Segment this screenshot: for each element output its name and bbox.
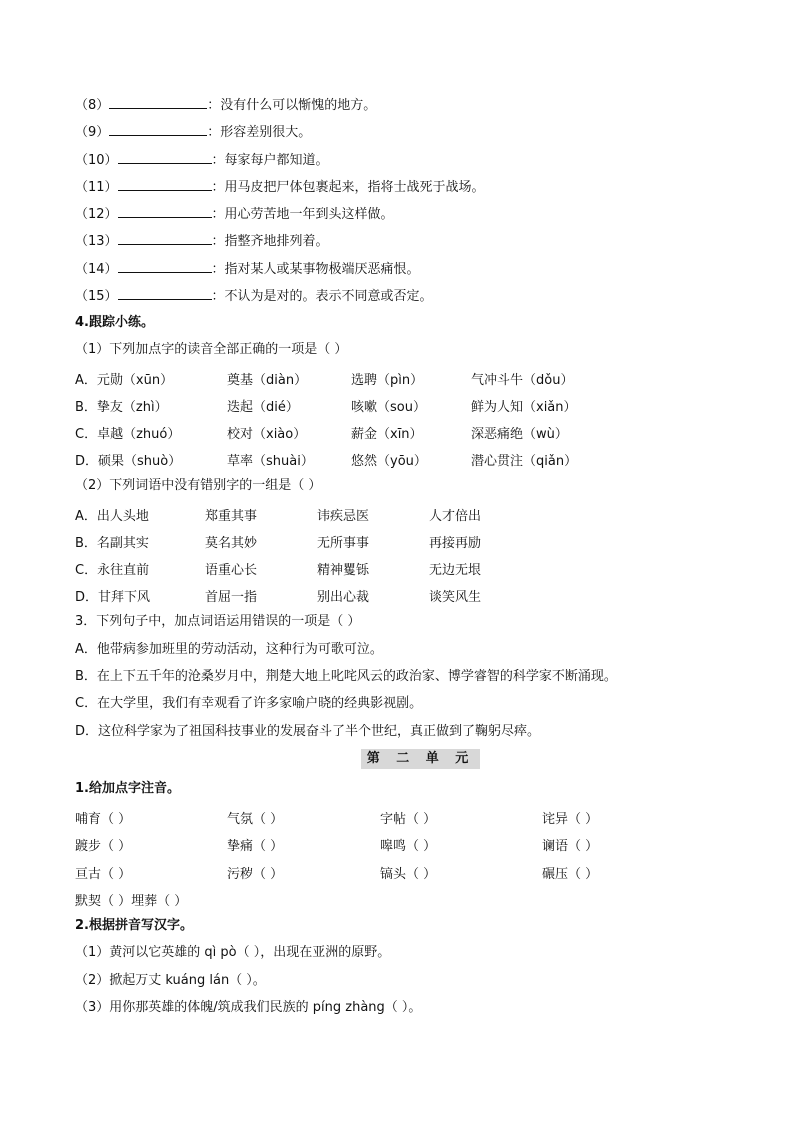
phonetic-item[interactable]: 默契（ ）埋葬（ ）	[75, 894, 188, 909]
answer-blank[interactable]	[118, 151, 212, 164]
pinyin-item[interactable]: （3）用你那英雄的体魄/筑成我们民族的 píng zhàng（ ）。	[75, 1000, 422, 1015]
option-cell: 别出心裁	[317, 590, 370, 605]
option-cell: A．出人头地	[75, 509, 149, 524]
pinyin-item[interactable]: （2）掀起万丈 kuáng lán（ ）。	[75, 973, 266, 988]
phonetic-item[interactable]: 气氛（ ）	[227, 812, 284, 827]
option-cell: 首屈一指	[205, 590, 258, 605]
answer-blank[interactable]	[109, 123, 207, 136]
option-cell: A．元勋（xūn）	[75, 373, 174, 388]
answer-blank[interactable]	[118, 260, 212, 273]
answer-blank[interactable]	[109, 96, 207, 109]
question-stem: （1）下列加点字的读音全部正确的一项是（ ）	[75, 342, 348, 357]
option-line: B．在上下五千年的沧桑岁月中，荆楚大地上叱咤风云的政治家、博学睿智的科学家不断涌现。	[75, 669, 617, 684]
option-cell: B．挚友（zhì）	[75, 400, 168, 415]
option-cell: D．甘拜下风	[75, 590, 151, 605]
option-cell: C．卓越（zhuó）	[75, 427, 181, 442]
answer-blank[interactable]	[118, 178, 212, 191]
option-cell: 语重心长	[205, 563, 258, 578]
definition-item: （14） ：指对某人或某事物极端厌恶痛恨。	[75, 262, 420, 277]
option-cell: D．硕果（shuò）	[75, 454, 182, 469]
option-line: D．这位科学家为了祖国科技事业的发展奋斗了半个世纪，真正做到了鞠躬尽瘁。	[75, 724, 541, 739]
option-cell: 无所事事	[317, 536, 370, 551]
phonetic-item[interactable]: 挚痛（ ）	[227, 839, 284, 854]
option-cell: 鲜为人知（xiǎn）	[471, 400, 577, 415]
section-title: 2.根据拼音写汉字。	[75, 918, 193, 933]
option-cell: 潜心贯注（qiǎn）	[471, 454, 578, 469]
definition-item: （8） ：没有什么可以惭愧的地方。	[75, 98, 377, 113]
option-cell: 再接再励	[429, 536, 482, 551]
option-line: C．在大学里，我们有幸观看了许多家喻户晓的经典影视剧。	[75, 696, 423, 711]
answer-blank[interactable]	[118, 205, 212, 218]
phonetic-item[interactable]: 哺育（ ）	[75, 812, 132, 827]
definition-item: （9） ：形容差别很大。	[75, 125, 312, 140]
definition-item: （11） ：用马皮把尸体包裹起来，指将士战死于战场。	[75, 180, 485, 195]
definition-item: （12） ：用心劳苦地一年到头这样做。	[75, 207, 394, 222]
phonetic-item[interactable]: 谰语（ ）	[542, 839, 599, 854]
option-cell: 悠然（yōu）	[351, 454, 427, 469]
option-cell: 人才倍出	[429, 509, 482, 524]
question-stem: 3．下列句子中，加点词语运用错误的一项是（ ）	[75, 614, 361, 629]
question-stem: （2）下列词语中没有错别字的一组是（ ）	[75, 478, 322, 493]
option-cell: 莫名其妙	[205, 536, 258, 551]
phonetic-item[interactable]: 亘古（ ）	[75, 867, 132, 882]
phonetic-item[interactable]: 踱步（ ）	[75, 839, 132, 854]
pinyin-item[interactable]: （1）黄河以它英雄的 qì pò（ ），出现在亚洲的原野。	[75, 945, 391, 960]
option-cell: 精神矍铄	[317, 563, 370, 578]
phonetic-item[interactable]: 镐头（ ）	[380, 867, 437, 882]
answer-blank[interactable]	[118, 287, 212, 300]
phonetic-item[interactable]: 字帖（ ）	[380, 812, 437, 827]
option-cell: 薪金（xīn）	[351, 427, 423, 442]
option-cell: 奠基（diàn）	[227, 373, 308, 388]
option-cell: 讳疾忌医	[317, 509, 370, 524]
phonetic-item[interactable]: 诧异（ ）	[542, 812, 599, 827]
section-title: 4.跟踪小练。	[75, 315, 154, 330]
option-cell: 迭起（dié）	[227, 400, 299, 415]
option-cell: 谈笑风生	[429, 590, 482, 605]
phonetic-item[interactable]: 碾压（ ）	[542, 867, 599, 882]
option-line: A．他带病参加班里的劳动活动，这种行为可歌可泣。	[75, 642, 383, 657]
section-title: 1.给加点字注音。	[75, 781, 180, 796]
answer-blank[interactable]	[118, 232, 212, 245]
option-cell: 无边无垠	[429, 563, 482, 578]
option-cell: 郑重其事	[205, 509, 258, 524]
definition-item: （15） ：不认为是对的。表示不同意或否定。	[75, 289, 433, 304]
definition-item: （13） ：指整齐地排列着。	[75, 234, 329, 249]
option-cell: 校对（xiào）	[227, 427, 307, 442]
option-cell: B．名副其实	[75, 536, 149, 551]
definition-item: （10） ：每家每户都知道。	[75, 153, 329, 168]
phonetic-item[interactable]: 嗥鸣（ ）	[380, 839, 437, 854]
phonetic-item[interactable]: 污秽（ ）	[227, 867, 284, 882]
option-cell: 气冲斗牛（dǒu）	[471, 373, 574, 388]
option-cell: C．永往直前	[75, 563, 150, 578]
option-cell: 选聘（pìn）	[351, 373, 424, 388]
unit-banner: 第 二 单 元	[361, 749, 480, 769]
option-cell: 咳嗽（sou）	[351, 400, 426, 415]
option-cell: 草率（shuài）	[227, 454, 314, 469]
option-cell: 深恶痛绝（wù）	[471, 427, 568, 442]
